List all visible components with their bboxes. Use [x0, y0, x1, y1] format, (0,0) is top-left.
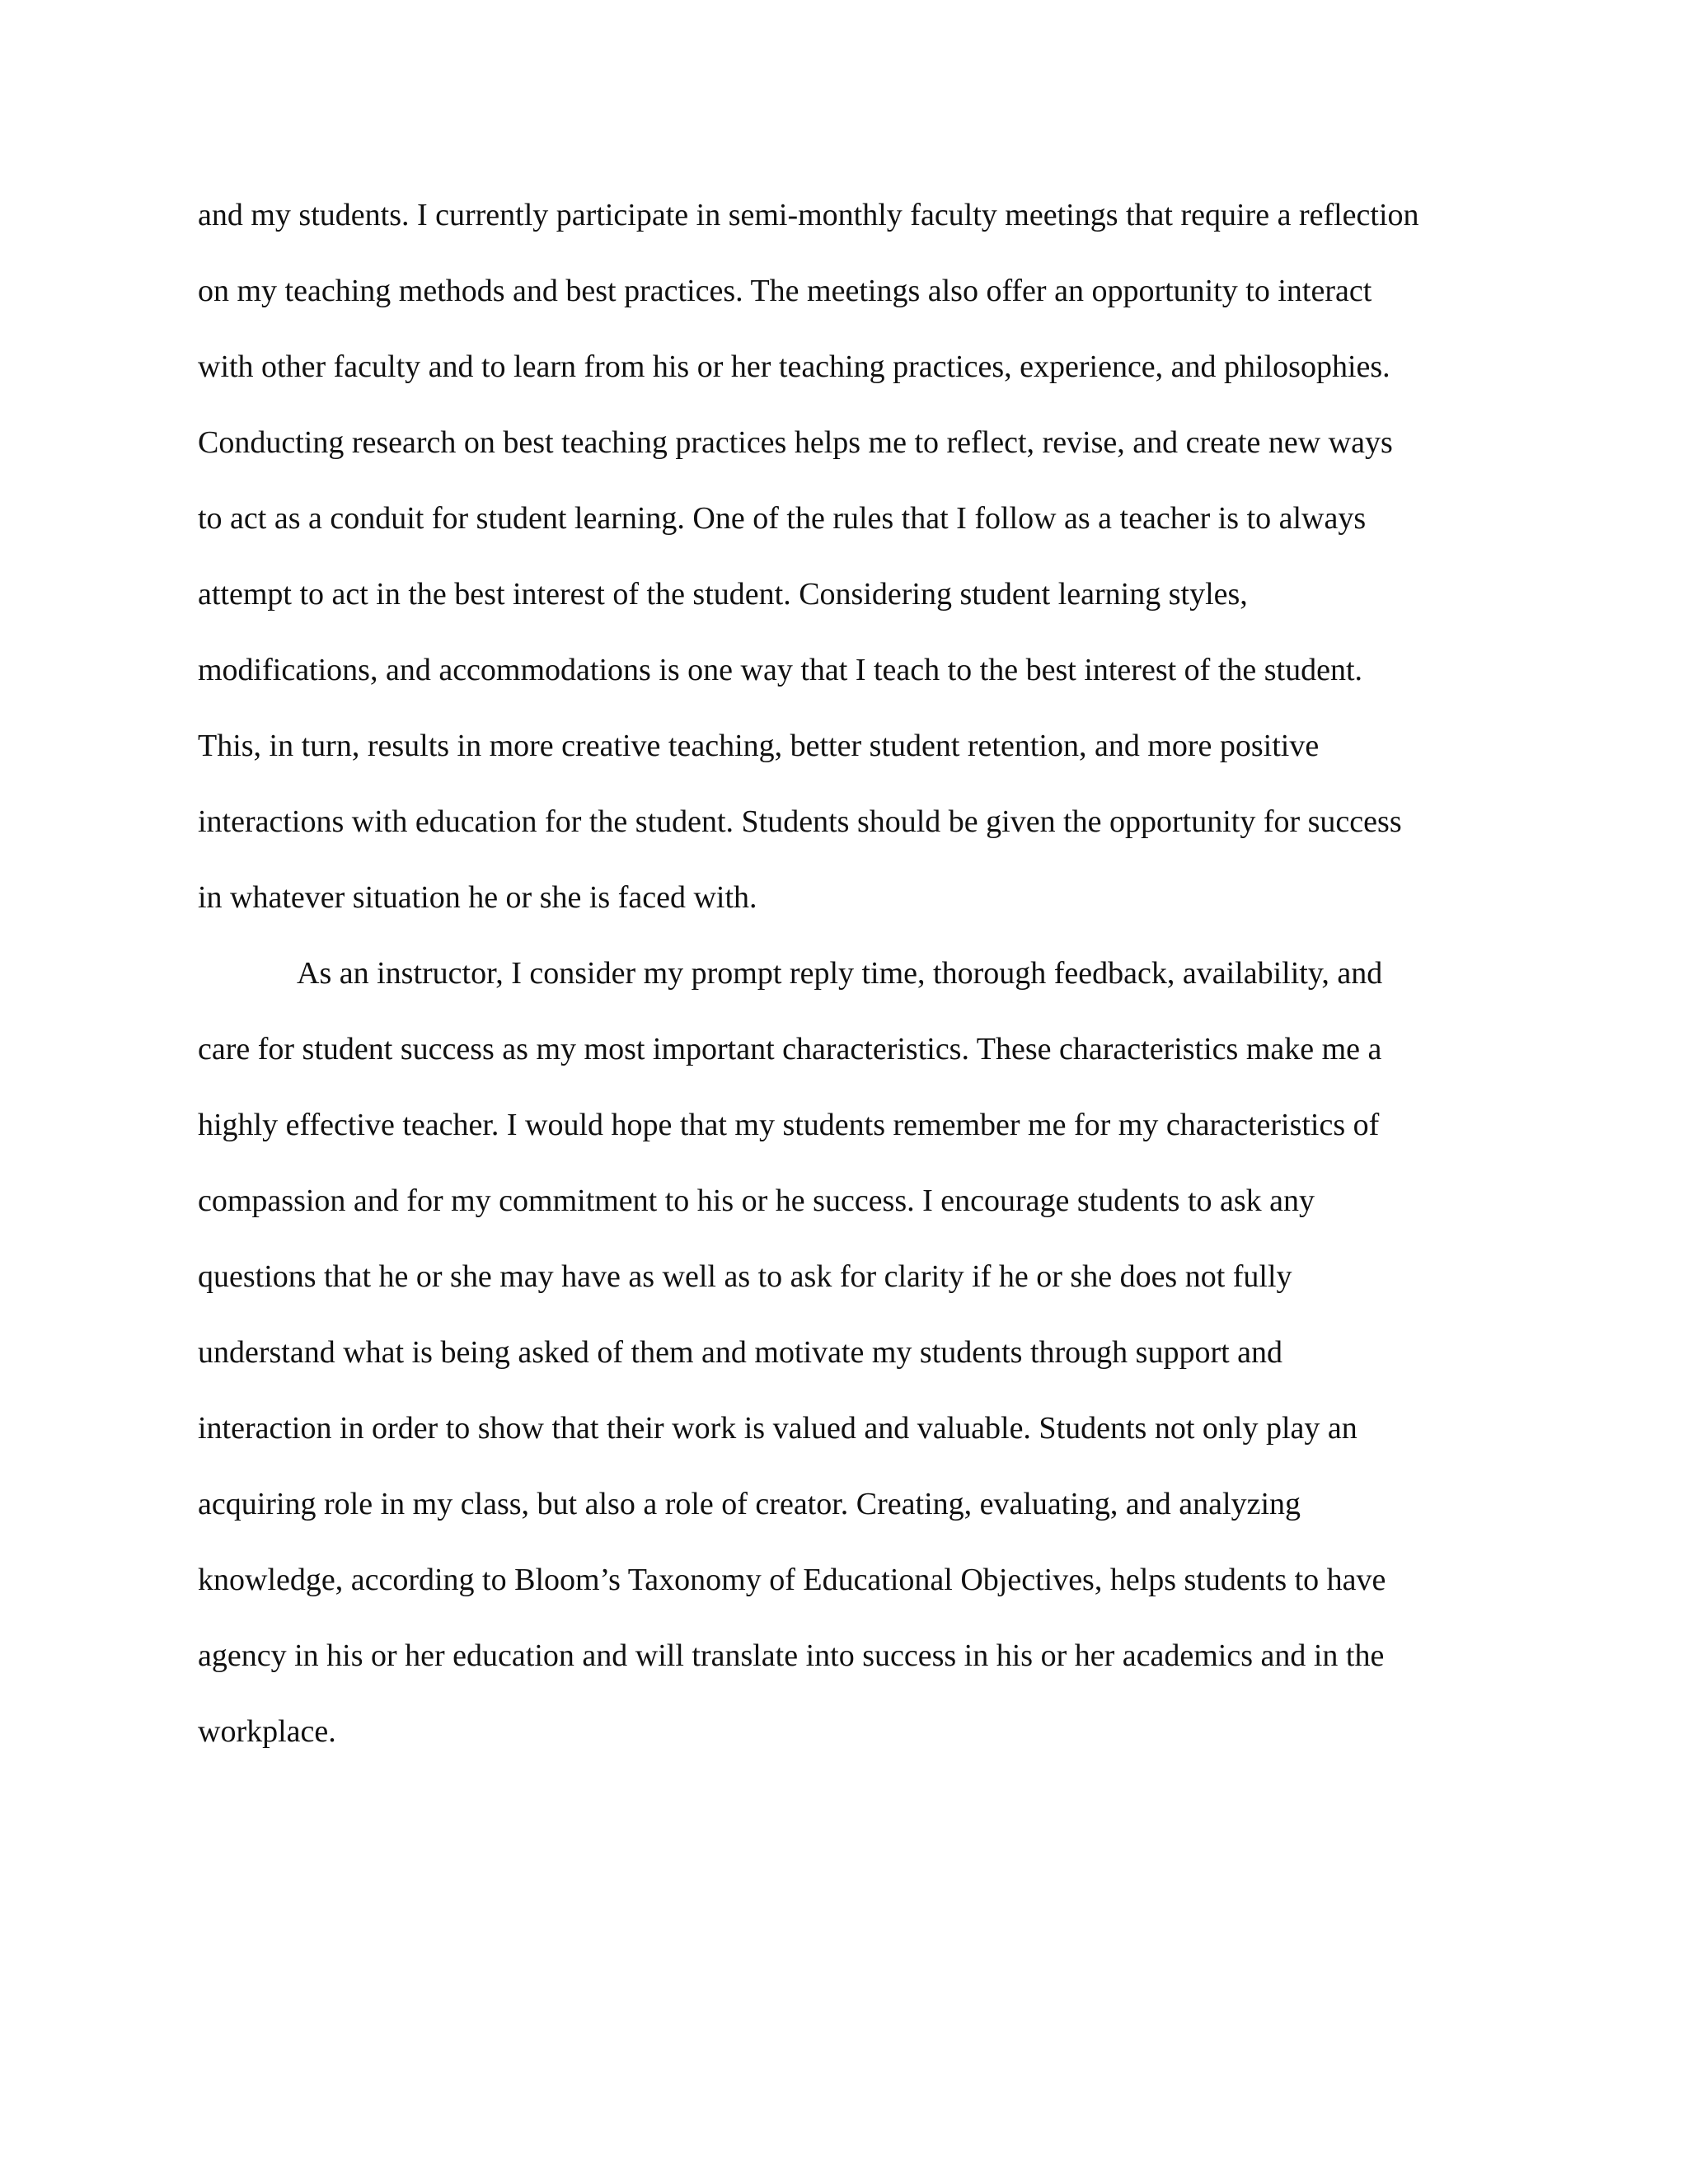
text-line: in whatever situation he or she is faced with. — [198, 880, 757, 915]
text-line: to act as a conduit for student learning. One of the rules that I follow as a teacher is to always — [198, 501, 1367, 536]
text-line: knowledge, according to Bloom’s Taxonomy of Educational Objectives, helps students to have — [198, 1563, 1386, 1597]
text-line: workplace. — [198, 1714, 336, 1749]
text-line: modifications, and accommodations is one way that I teach to the best interest of the student. — [198, 653, 1363, 687]
text-line: highly effective teacher. I would hope that my students remember me for my characteristics of — [198, 1108, 1380, 1142]
text-line: understand what is being asked of them and motivate my students through support and — [198, 1335, 1283, 1370]
text-line: acquiring role in my class, but also a role of creator. Creating, evaluating, and analyzing — [198, 1487, 1301, 1521]
text-line: and my students. I currently participate in semi-monthly faculty meetings that require a reflection — [198, 198, 1419, 232]
text-line: Conducting research on best teaching practices helps me to reflect, revise, and create new ways — [198, 425, 1393, 460]
text-line: This, in turn, results in more creative teaching, better student retention, and more positive — [198, 729, 1320, 763]
text-line: attempt to act in the best interest of the student. Considering student learning styles, — [198, 577, 1248, 612]
text-line: compassion and for my commitment to his or he success. I encourage students to ask any — [198, 1183, 1315, 1218]
paragraph-start-line: As an instructor, I consider my prompt reply time, thorough feedback, availability, and — [297, 956, 1383, 991]
text-line: with other faculty and to learn from his or her teaching practices, experience, and philosophies. — [198, 349, 1390, 384]
text-line: on my teaching methods and best practices. The meetings also offer an opportunity to interact — [198, 274, 1372, 308]
body-text — [198, 188, 1500, 1780]
text-line: interaction in order to show that their work is valued and valuable. Students not only play an — [198, 1411, 1357, 1446]
text-line: agency in his or her education and will translate into success in his or her academics and in the — [198, 1638, 1385, 1673]
text-line: interactions with education for the student. Students should be given the opportunity for success — [198, 804, 1402, 839]
text-line: care for student success as my most important characteristics. These characteristics make me a — [198, 1032, 1382, 1066]
text-line: questions that he or she may have as well as to ask for clarity if he or she does not fully — [198, 1259, 1292, 1294]
